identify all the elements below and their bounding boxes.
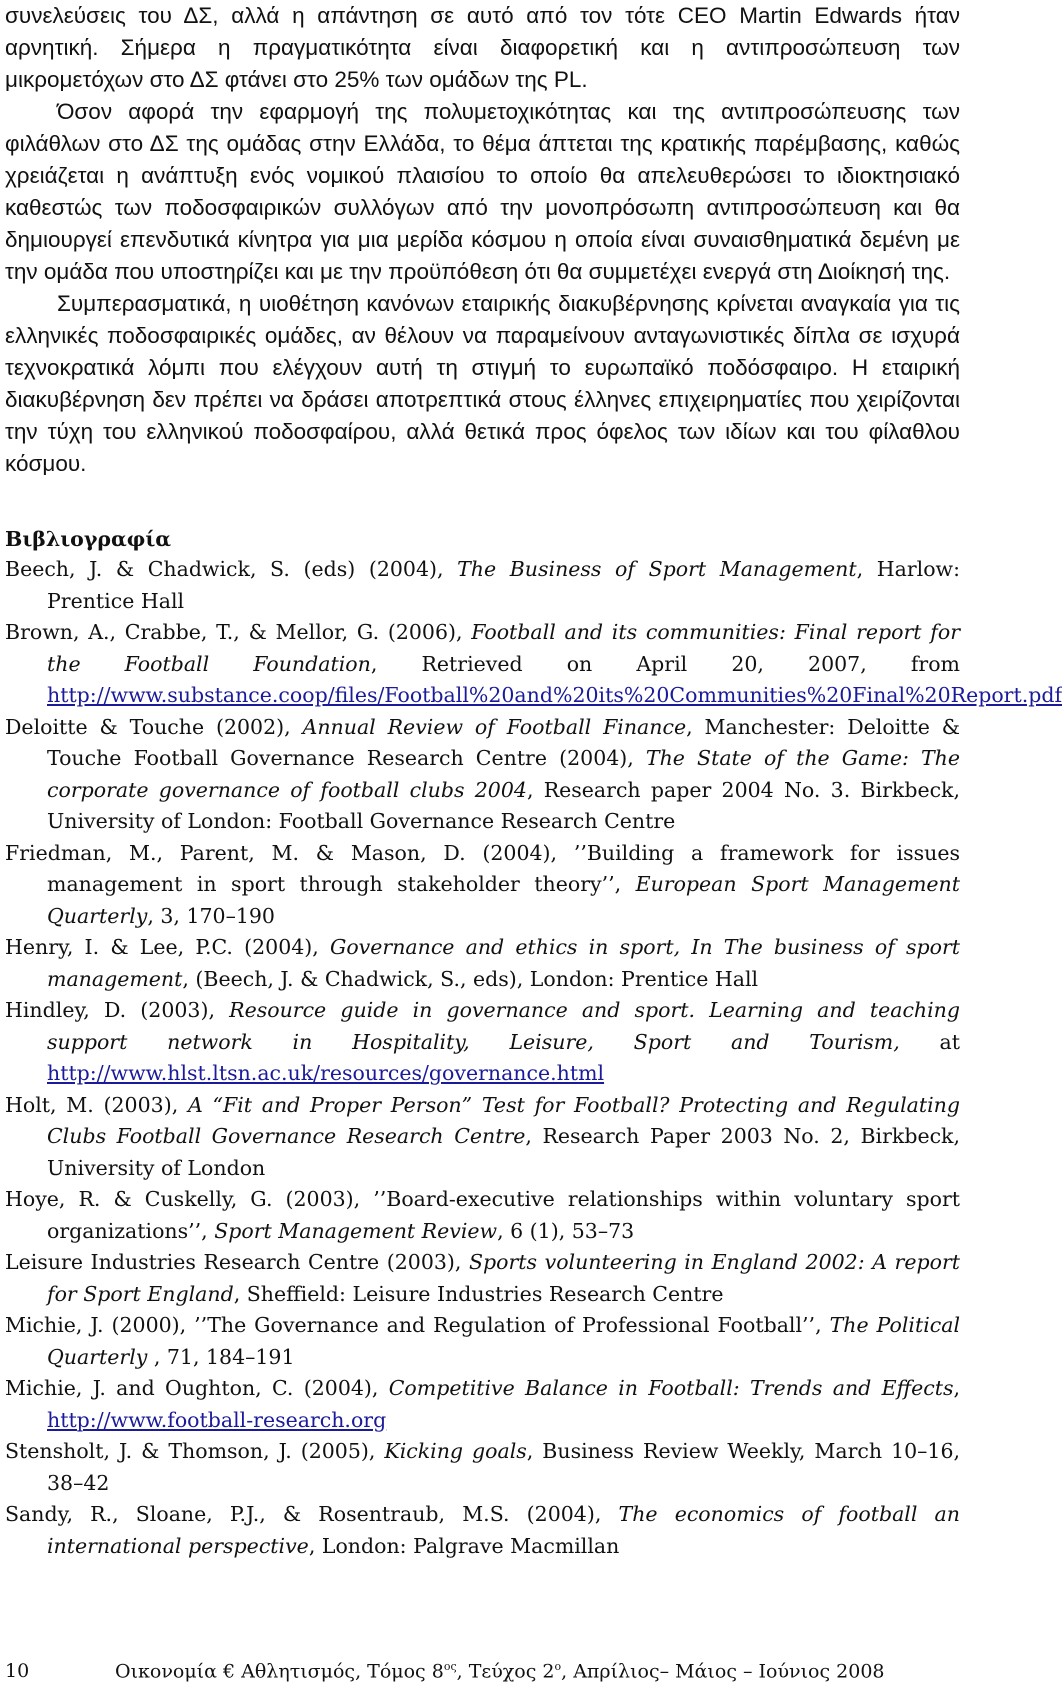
paragraph-2: Όσον αφορά την εφαρμογή της πολυμετοχικότητας και της αντιπροσώπευσης των φιλάθλων στο ΔΣ της ομάδας στην Ελλάδα, το θέμα άπτεται της κρατικής παρέμβασης, καθώς χρειάζεται η ανάπτυξη ενός νομικού πλαισίου το οποίο θα απελευθερώσει το ιδιοκτησιακό καθεστώς των ποδοσφαιρικών συλλόγων από την μονοπρόσωπη αντιπροσώπευση και θα δημιουργεί επενδυτικά κίνητρα για μια μερίδα κόσμου η οποία είναι συναισθηματικά δεμένη με την ομάδα που υποστηρίζει και με την προϋπόθεση ότι θα συμμετέχει ενεργά στη Διοίκησή της. [5,99,960,284]
paragraph-3: Συμπερασματικά, η υιοθέτηση κανόνων εταιρικής διακυβέρνησης κρίνεται αναγκαία για τις ελληνικές ποδοσφαιρικές ομάδες, αν θέλουν να παραμείνουν ανταγωνιστικές δίπλα σε ισχυρά τεχνοκρατικά λόμπι που ελέγχουν αυτή τη στιγμή το ευρωπαϊκό ποδόσφαιρο. Η εταιρική διακυβέρνηση δεν πρέπει να δράσει αποτρεπτικά στους έλληνες επιχειρηματίες που χειρίζονται την τύχη του ελληνικού ποδοσφαίρου, αλλά θετικά προς όφελος των ιδίων και του φίλαθλου κόσμου. [5,291,960,476]
reference-text: , London: Palgrave Macmillan [308,1533,620,1558]
reference-text: , Sheffield: Leisure Industries Research Centre [233,1281,724,1306]
reference-text: , 3, 170–190 [147,903,275,928]
volume-suffix: ος [443,1660,457,1673]
reference-title: Sport Management Review [214,1218,498,1243]
reference-title: European Sport Management Quarterly [47,872,960,928]
bibliography-entry [5,1499,960,1562]
bibliography-entry [5,1310,960,1373]
reference-text: , 71, 184–191 [147,1344,295,1369]
reference-text: Sandy, R., Sloane, P.J., & Rosentraub, M.S. (2004), [5,1502,619,1526]
journal-name: Οικονομία € Αθλητισμός, Τόμος 8 [115,1660,444,1683]
issue-suffix: ο [554,1660,562,1673]
reference-text: Deloitte & Touche (2002), [5,714,303,739]
bibliography-entry [5,1436,960,1499]
reference-text: at [899,1029,960,1054]
reference-text: Brown, A., Crabbe, T., & Mellor, G. (2006), [5,620,472,644]
bibliography-list [5,554,1062,1562]
reference-text: Hindley, D. (2003), [5,998,230,1022]
reference-title: Kicking goals [384,1439,527,1463]
bibliography-entry [5,1090,960,1185]
bibliography-entry [5,932,960,995]
reference-title: Competitive Balance in Football: Trends and Effects [388,1376,954,1400]
reference-text: Michie, J. and Oughton, C. (2004), [5,1376,389,1400]
reference-text: Friedman, M., Parent, M. & Mason, D. (2004), ’’Building a framework for issues management in sport through stakeholder theory’’, [5,840,960,896]
reference-title: The economics of football an international perspective [47,1502,960,1558]
bibliography-heading: Βιβλιογραφία [5,527,172,551]
reference-link[interactable]: http://www.hlst.ltsn.ac.uk/resources/governance.html [47,1061,605,1085]
reference-title: The Business of Sport Management [457,557,857,581]
reference-text: , Harlow: Prentice Hall [47,557,960,613]
reference-text: Henry, I. & Lee, P.C. (2004), [5,935,330,959]
reference-text: , 6 (1), 53–73 [497,1218,635,1243]
bibliography-entry [5,617,1062,712]
bibliography-entry [5,1184,960,1247]
issue-label: , Τεύχος 2 [456,1660,555,1683]
greek-body-text [5,0,960,480]
page-body [5,0,1062,1562]
reference-title: Governance and ethics in sport, In The business of sport management [47,935,960,991]
reference-title: Sports volunteering in England 2002: A report for Sport England [47,1250,960,1306]
reference-text: , Research paper 2004 No. 3. Birkbeck, University of London: Football Governance Research Centre [47,777,960,833]
bibliography-entry [5,1247,960,1310]
reference-title: The Political Quarterly [47,1313,961,1369]
journal-citation [115,1660,885,1682]
bibliography-entry [5,838,960,933]
reference-title: Resource guide in governance and sport. Learning and teaching support network in Hospitality, Leisure, Sport and Tourism, [47,998,961,1054]
bibliography-entry [5,995,960,1090]
reference-text: Michie, J. (2000), ’’The Governance and Regulation of Professional Football’’, [5,1313,830,1337]
reference-text: , Manchester: Deloitte & Touche Football Governance Research Centre (2004), [47,714,960,770]
reference-text: Beech, J. & Chadwick, S. (eds) (2004), [5,557,458,581]
reference-text: Leisure Industries Research Centre (2003), [5,1250,469,1274]
reference-link[interactable]: http://www.substance.coop/files/Football%20and%20its%20Communities%20Final%20Report.pdf [47,683,1062,707]
bibliography-entry [5,712,960,838]
reference-text: Stensholt, J. & Thomson, J. (2005), [5,1439,385,1463]
reference-text: Hoye, R. & Cuskelly, G. (2003), ’’Board-executive relationships within voluntary sport organizations’’, [5,1187,960,1243]
reference-link[interactable]: http://www.football-research.org [47,1407,387,1432]
reference-text: , Business Review Weekly, March 10–16, 38–42 [47,1439,961,1495]
reference-title: A “Fit and Proper Person” Test for Football? Protecting and Regulating Clubs Football Governance Research Centre [47,1092,960,1148]
reference-title: Football and its communities: Final report for the Football Foundation [47,620,960,676]
reference-text: , (Beech, J. & Chadwick, S., eds), London: Prentice Hall [182,966,759,991]
paragraph-1: συνελεύσεις του ΔΣ, αλλά η απάντηση σε αυτό από τον τότε CEO Martin Edwards ήταν αρνητική. Σήμερα η πραγματικότητα είναι διαφορετική και η αντιπροσώπευση των μικρομετόχων στο ΔΣ φτάνει στο 25% των ομάδων της PL. [5,3,960,92]
page-number: 10 [5,1660,30,1682]
reference-text: , [953,1376,960,1400]
bibliography-entry [5,554,960,617]
reference-text: Holt, M. (2003), [5,1092,188,1117]
reference-text: , Research Paper 2003 No. 2, Birkbeck, University of London [47,1124,960,1180]
issue-date: , Απρίλιος– Μάιος – Ιούνιος 2008 [561,1660,885,1683]
reference-title: The State of the Game: The corporate governance of football clubs 2004 [47,746,960,802]
reference-title: Annual Review of Football Finance [302,714,687,739]
bibliography-entry [5,1373,960,1436]
reference-text: , Retrieved on April 20, 2007, from [370,651,960,676]
